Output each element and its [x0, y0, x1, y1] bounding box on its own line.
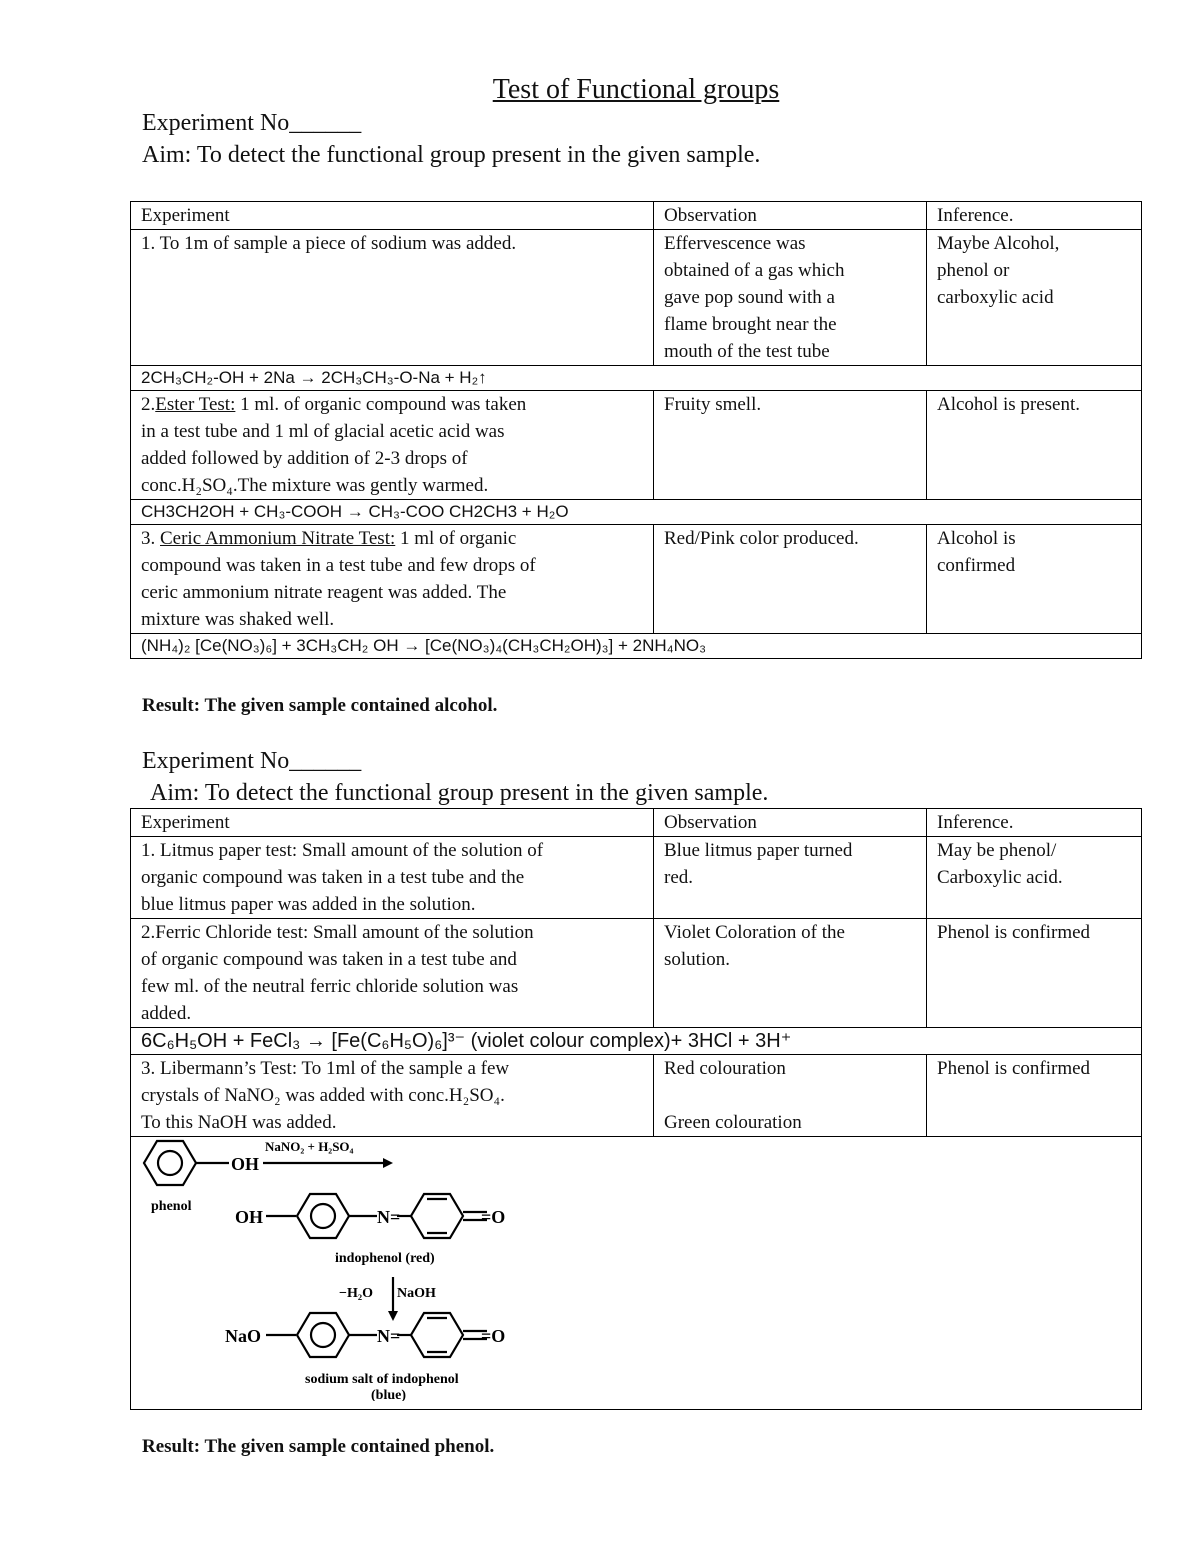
ester-line: added followed by addition of 2-3 drops of: [141, 448, 468, 469]
litmus-test-observation: [654, 837, 927, 919]
result-label: Result:: [142, 695, 201, 716]
observation-line: red.: [664, 867, 694, 888]
ferric-chloride-experiment: [131, 919, 654, 1028]
salt-nao: NaO: [225, 1326, 261, 1346]
aim-1: Aim: To detect the functional group present in the given sample.: [142, 142, 761, 168]
reaction-scheme-svg: [131, 1137, 1139, 1401]
ferric-chloride-observation: [654, 919, 927, 1028]
observation-line: obtained of a gas which: [664, 260, 845, 281]
inference-line: Carboxylic acid.: [937, 867, 1063, 888]
can-line: compound was taken in a test tube and few drops of: [141, 555, 536, 576]
sodium-equation: 2CH₃CH₂-OH + 2Na → 2CH₃CH₃-O-Na + H₂↑: [131, 366, 1142, 391]
ferric-line: added.: [141, 1003, 192, 1024]
observation-red: Red colouration: [664, 1058, 786, 1079]
libermann-inference: Phenol is confirmed: [927, 1055, 1142, 1137]
inference-line: phenol or: [937, 260, 1010, 281]
observation-line: Effervescence was: [664, 233, 806, 254]
reagent-label: NaNO₂ + H₂SO₄: [265, 1139, 354, 1154]
phenol-oh: OH: [231, 1154, 260, 1174]
phenol-test-table: [130, 808, 1142, 1410]
header-inference: Inference.: [927, 202, 1142, 230]
can-test-name: Ceric Ammonium Nitrate Test:: [160, 528, 396, 549]
table-row: [131, 1055, 1142, 1137]
observation-line: Violet Coloration of the: [664, 922, 845, 943]
ester-equation: CH3CH2OH + CH₃-COOH → CH₃-COO CH2CH3 + H₂O: [131, 500, 1142, 525]
result-label: Result:: [142, 1436, 201, 1457]
phenol-ring-circle: [158, 1151, 182, 1175]
equation-row: [131, 366, 1142, 391]
result-2: [142, 1436, 494, 1458]
salt-label: sodium salt of indophenol: [305, 1372, 459, 1387]
header-observation: Observation: [654, 809, 927, 837]
ferric-line: few ml. of the neutral ferric chloride solution was: [141, 976, 519, 997]
naoh-label: NaOH: [397, 1286, 436, 1301]
ester-prefix: 2.: [141, 394, 156, 415]
table-row: [131, 230, 1142, 366]
salt-quinone-ring: [411, 1313, 463, 1357]
inference-line: confirmed: [937, 555, 1016, 576]
ester-line: 1 ml. of organic compound was taken: [235, 394, 527, 415]
ester-test-observation: Fruity smell.: [654, 391, 927, 500]
table-row: [131, 525, 1142, 634]
indophenol-label: indophenol (red): [335, 1251, 435, 1266]
can-test-inference: [927, 525, 1142, 634]
header-experiment: Experiment: [131, 202, 654, 230]
litmus-test-inference: [927, 837, 1142, 919]
can-line: mixture was shaked well.: [141, 609, 335, 630]
inference-line: carboxylic acid: [937, 287, 1054, 308]
ferric-chloride-inference: Phenol is confirmed: [927, 919, 1142, 1028]
table-row: [131, 837, 1142, 919]
indophenol-benzene-ring: [297, 1194, 349, 1238]
can-equation: (NH₄)₂ [Ce(NO₃)₆] + 3CH₃CH₂ OH → [Ce(NO₃)₄(CH₃CH₂OH)₃] + 2NH₄NO₃: [131, 634, 1142, 659]
minus-water-label: −H₂O: [339, 1286, 373, 1301]
sodium-test-inference: [927, 230, 1142, 366]
indophenol-quinone-ring: [411, 1194, 463, 1238]
inference-line: May be phenol/: [937, 840, 1057, 861]
salt-benzene-ring: [297, 1313, 349, 1357]
libermann-line: To this NaOH was added.: [141, 1112, 337, 1133]
ferric-equation: 6C₆H₅OH + FeCl₃ → [Fe(C₆H₅O)₆]³⁻ (violet colour complex)+ 3HCl + 3H⁺: [131, 1028, 1142, 1055]
libermann-line: 3. Libermann’s Test: To 1ml of the sample a few: [141, 1058, 510, 1079]
indophenol-oh: OH: [235, 1207, 264, 1227]
ester-test-inference: Alcohol is present.: [927, 391, 1142, 500]
page-title: Test of Functional groups: [492, 74, 780, 105]
indophenol-n: N=: [377, 1207, 401, 1227]
ester-line: in a test tube and 1 ml of glacial acetic acid was: [141, 421, 505, 442]
litmus-line: blue litmus paper was added in the solution.: [141, 894, 476, 915]
table-row: [131, 391, 1142, 500]
can-prefix: 3.: [141, 528, 160, 549]
phenol-label: phenol: [151, 1199, 192, 1214]
table-header-row: [131, 809, 1142, 837]
ferric-line: 2.Ferric Chloride test: Small amount of the solution: [141, 922, 534, 943]
litmus-line: 1. Litmus paper test: Small amount of the solution of: [141, 840, 544, 861]
sodium-test-experiment: 1. To 1m of sample a piece of sodium was added.: [131, 230, 654, 366]
table-header-row: [131, 202, 1142, 230]
alcohol-test-table: [130, 201, 1142, 659]
litmus-test-experiment: [131, 837, 654, 919]
inference-line: Alcohol is: [937, 528, 1016, 549]
equation-row: [131, 634, 1142, 659]
table-row: [131, 919, 1142, 1028]
phenol-ring: [144, 1141, 196, 1185]
salt-n: N=: [377, 1326, 401, 1346]
litmus-line: organic compound was taken in a test tube and the: [141, 867, 525, 888]
salt-color-label: (blue): [371, 1388, 406, 1401]
libermann-observation: [654, 1055, 927, 1137]
equation-row: [131, 500, 1142, 525]
can-line: ceric ammonium nitrate reagent was added. The: [141, 582, 507, 603]
ester-test-name: Ester Test:: [155, 394, 236, 415]
reaction-scheme: [131, 1137, 1142, 1410]
equation-row: [131, 1028, 1142, 1055]
scheme-row: [131, 1137, 1142, 1410]
libermann-experiment: [131, 1055, 654, 1137]
observation-line: flame brought near the: [664, 314, 837, 335]
result-1: [142, 695, 497, 717]
experiment-number-1: Experiment No______: [142, 110, 362, 136]
observation-line: mouth of the test tube: [664, 341, 830, 362]
result-text: The given sample contained alcohol.: [200, 695, 498, 716]
can-test-observation: Red/Pink color produced.: [654, 525, 927, 634]
header-inference: Inference.: [927, 809, 1142, 837]
ester-test-experiment: [131, 391, 654, 500]
ester-line: conc.H₂SO₄.The mixture was gently warmed.: [141, 475, 489, 496]
header-observation: Observation: [654, 202, 927, 230]
inference-line: Maybe Alcohol,: [937, 233, 1060, 254]
sodium-test-observation: [654, 230, 927, 366]
result-text: The given sample contained phenol.: [200, 1436, 495, 1457]
observation-line: gave pop sound with a: [664, 287, 835, 308]
observation-green: Green colouration: [664, 1112, 802, 1133]
observation-line: solution.: [664, 949, 730, 970]
aim-2: Aim: To detect the functional group present in the given sample.: [150, 780, 769, 806]
can-line: 1 ml of organic: [395, 528, 517, 549]
libermann-line: crystals of NaNO₂ was added with conc.H₂SO₄.: [141, 1085, 505, 1106]
salt-o: =O: [481, 1326, 506, 1346]
ferric-line: of organic compound was taken in a test tube and: [141, 949, 517, 970]
header-experiment: Experiment: [131, 809, 654, 837]
experiment-number-2: Experiment No______: [142, 748, 362, 774]
can-test-experiment: [131, 525, 654, 634]
observation-line: Blue litmus paper turned: [664, 840, 853, 861]
indophenol-o: =O: [481, 1207, 506, 1227]
